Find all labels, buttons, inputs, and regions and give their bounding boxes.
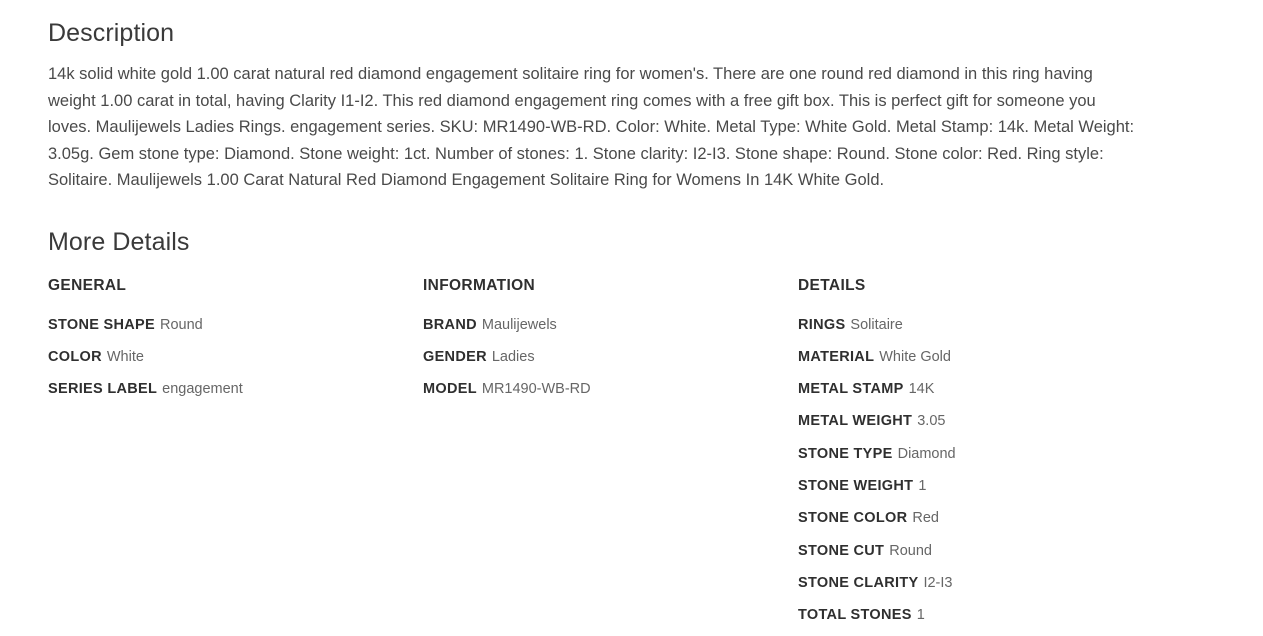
description-text: 14k solid white gold 1.00 carat natural red diamond engagement solitaire ring for women's. There are one round red diamond in this ring having weight 1.00 carat in total, having Clarity I1-I2. This red diamond engagement ring comes with a free gift box. This is perfect gift for someone you loves. Maulijewels Ladies Rings. engagement series. SKU: MR1490-WB-RD. Color: White. Metal Type: White Gold. Metal Stamp: 14k. Metal Weight: 3.05g. Gem stone type: Diamond. Stone weight: 1ct. Number of stones: 1. Stone clarity: I2-I3. Stone shape: Round. Stone color: Red. Ring style: Solitaire. Maulijewels 1.00 Carat Natural Red Diamond Engagement Solitaire Ring for Womens In 14K White Gold. xyxy=(48,65,1135,189)
spec-value: 1 xyxy=(918,477,927,494)
spec-row xyxy=(798,373,1198,405)
spec-value: Round xyxy=(889,542,932,559)
spec-row xyxy=(48,373,423,405)
spec-row xyxy=(423,373,798,405)
spec-label: METAL STAMP xyxy=(798,381,904,398)
spec-row xyxy=(798,470,1198,502)
spec-row xyxy=(48,309,423,341)
spec-value: White Gold xyxy=(879,348,951,365)
spec-label: COLOR xyxy=(48,348,102,365)
specification-columns xyxy=(48,277,1215,632)
spec-value: Solitaire xyxy=(850,316,903,333)
spec-column-details xyxy=(798,277,1198,632)
spec-label: TOTAL STONES xyxy=(798,607,912,624)
spec-label: MATERIAL xyxy=(798,348,875,365)
spec-label: STONE CUT xyxy=(798,542,885,559)
spec-row xyxy=(798,341,1198,373)
spec-column-general xyxy=(48,277,423,632)
spec-row xyxy=(48,341,423,373)
spec-label: SERIES LABEL xyxy=(48,381,158,398)
spec-label: STONE WEIGHT xyxy=(798,477,914,494)
spec-value: Ladies xyxy=(491,348,535,365)
spec-label: RINGS xyxy=(798,316,846,333)
spec-row xyxy=(798,405,1198,437)
spec-column-heading-information: INFORMATION xyxy=(423,276,536,294)
spec-label: BRAND xyxy=(423,316,477,333)
spec-label: METAL WEIGHT xyxy=(798,413,913,430)
spec-row xyxy=(798,502,1198,534)
spec-value: 14K xyxy=(908,381,935,398)
spec-column-heading-details: DETAILS xyxy=(798,276,866,294)
spec-value: Maulijewels xyxy=(481,316,557,333)
spec-label: STONE CLARITY xyxy=(798,574,919,591)
spec-row xyxy=(423,309,798,341)
spec-value: 1 xyxy=(916,607,925,624)
spec-column-heading-general: GENERAL xyxy=(48,276,127,294)
spec-row xyxy=(798,309,1198,341)
spec-value: 3.05 xyxy=(917,413,946,430)
spec-value: Diamond xyxy=(897,445,956,462)
spec-value: MR1490-WB-RD xyxy=(481,381,591,398)
spec-row xyxy=(798,535,1198,567)
spec-value: Round xyxy=(159,316,203,333)
spec-label: GENDER xyxy=(423,348,487,365)
description-heading: Description xyxy=(48,19,175,47)
spec-column-information xyxy=(423,277,798,632)
spec-label: STONE TYPE xyxy=(798,445,893,462)
spec-value: engagement xyxy=(162,381,243,398)
spec-label: STONE SHAPE xyxy=(48,316,155,333)
spec-label: STONE COLOR xyxy=(798,510,908,527)
spec-value: Red xyxy=(912,510,939,527)
spec-label: MODEL xyxy=(423,381,477,398)
more-details-heading: More Details xyxy=(48,227,190,256)
spec-value: White xyxy=(106,348,144,365)
spec-row xyxy=(798,599,1198,631)
spec-row xyxy=(798,567,1198,599)
spec-row xyxy=(423,341,798,373)
spec-row xyxy=(798,438,1198,470)
spec-value: I2-I3 xyxy=(923,574,953,591)
